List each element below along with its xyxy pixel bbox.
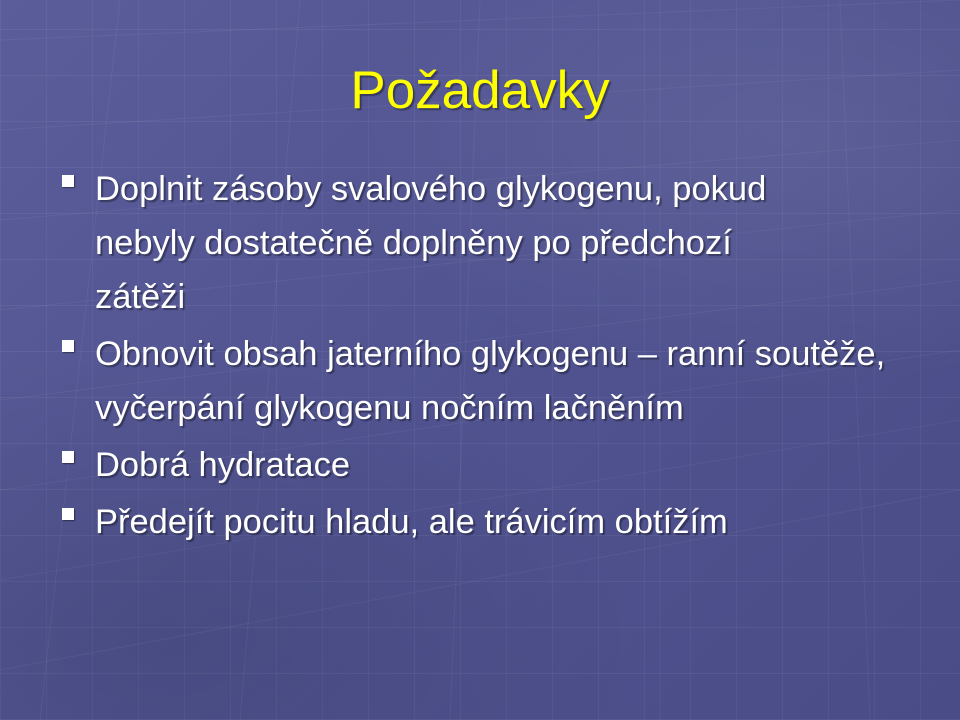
- bullet-item: [60, 327, 920, 435]
- square-bullet-icon: [62, 340, 74, 352]
- bullet-item: [60, 162, 920, 324]
- bullet-item: [60, 438, 920, 492]
- bullet-text: Obnovit obsah jaterního glykogenu – ranní soutěže, vyčerpání glykogenu nočním lačněním: [95, 335, 886, 427]
- bullet-item: [60, 495, 920, 549]
- square-bullet-icon: [62, 451, 74, 463]
- square-bullet-icon: [62, 508, 74, 520]
- square-bullet-icon: [62, 175, 74, 187]
- bullet-text: Předejít pocitu hladu, ale trávicím obtížím: [95, 503, 728, 541]
- slide-title: Požadavky: [350, 61, 610, 120]
- bullet-text: Doplnit zásoby svalového glykogenu, pokud nebyly dostatečně doplněny po předchozí zátěži: [95, 170, 767, 316]
- bullet-list: [60, 162, 920, 552]
- bullet-text: Dobrá hydratace: [95, 446, 351, 484]
